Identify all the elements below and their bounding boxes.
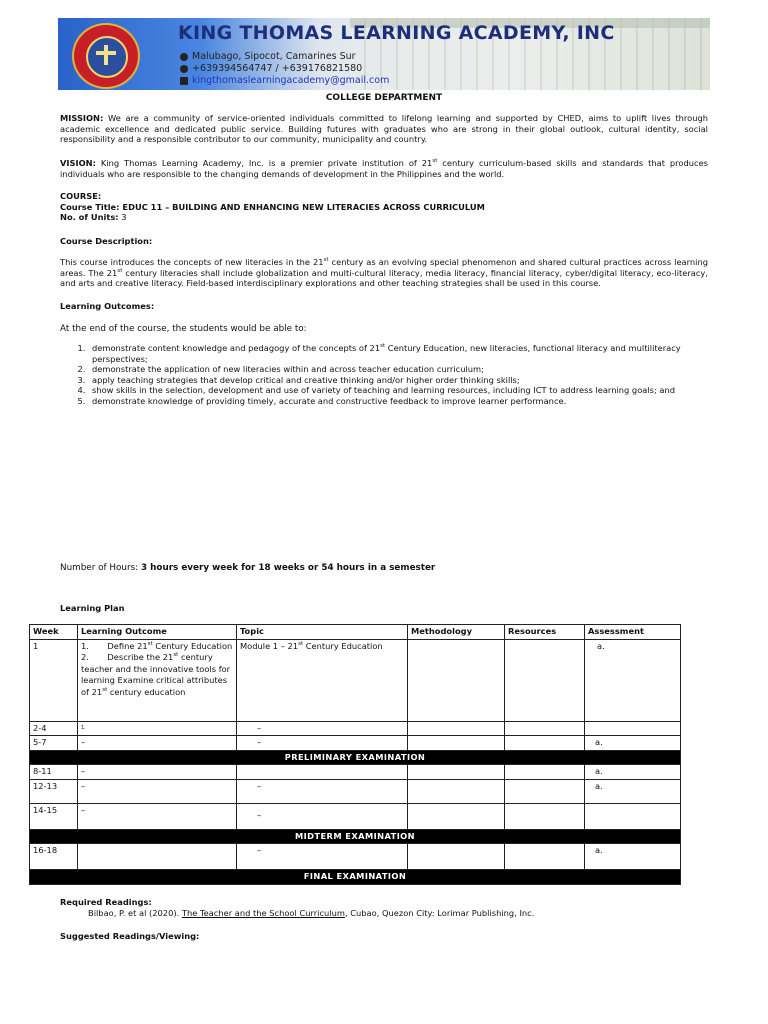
column-header: Assessment: [585, 625, 681, 640]
learning-outcome-cell: –: [78, 779, 237, 803]
location-pin-icon: [180, 53, 188, 61]
midterm-exam-bar: MIDTERM EXAMINATION: [30, 829, 681, 844]
list-item: 2. demonstrate the application of new literacies within and across teacher education curriculum;: [88, 364, 736, 375]
list-item: 1. demonstrate content knowledge and pedagogy of the concepts of 21st Century Education, new literacies, functional literacy and multiliteracy perspectives;: [88, 343, 736, 364]
email-icon: [180, 77, 188, 85]
vision-statement: VISION: King Thomas Learning Academy, Inc. is a premier private institution of 21st century curriculum-based skills and standards that produces individuals who are responsible to the changing demands of development in the Philippines and the world.: [60, 158, 708, 179]
resources-cell: [505, 639, 585, 721]
required-readings-heading: Required Readings:: [60, 897, 152, 907]
course-info: [60, 191, 708, 223]
week-cell: 12-13: [30, 779, 78, 803]
table-row: [30, 721, 681, 736]
course-heading: COURSE:: [60, 191, 102, 201]
learning-outcome-cell: –: [78, 736, 237, 751]
column-header: Learning Outcome: [78, 625, 237, 640]
learning-outcomes-heading: Learning Outcomes:: [60, 301, 155, 311]
required-reading-ref: Bilbao, P. et al (2020). The Teacher and the School Curriculum, Cubao, Quezon City: Lorimar Publishing, Inc.: [88, 908, 535, 918]
department-title: COLLEGE DEPARTMENT: [325, 93, 443, 103]
outcomes-intro: At the end of the course, the students would be able to:: [60, 324, 307, 334]
column-header: Methodology: [408, 625, 505, 640]
suggested-readings-heading: Suggested Readings/Viewing:: [60, 931, 200, 941]
phone-line: +639394564747 / +639176821580: [180, 63, 362, 74]
week-cell: 1: [30, 639, 78, 721]
topic-cell: –: [237, 803, 408, 829]
learning-outcome-cell: 1.: [78, 721, 237, 736]
course-description-heading: Course Description:: [60, 236, 153, 246]
assessment-cell: a.: [585, 736, 681, 751]
topic-cell: Module 1 – 21st Century Education: [237, 639, 408, 721]
assessment-cell: a.: [585, 779, 681, 803]
learning-outcome-cell: 1. Define 21st Century Education 2. Describe the 21st century teacher and the innovative tools for learning Examine critical attributes of 21st century education: [78, 639, 237, 721]
topic-cell: –: [237, 844, 408, 870]
number-of-hours: Number of Hours: 3 hours every week for 18 weeks or 54 hours in a semester: [60, 563, 436, 573]
assessment-cell: a.: [585, 844, 681, 870]
table-row: [30, 639, 681, 721]
list-item: 3. apply teaching strategies that develop critical and creative thinking and/or higher order thinking skills;: [88, 375, 736, 386]
topic-cell: –: [237, 779, 408, 803]
column-header: Topic: [237, 625, 408, 640]
assessment-cell: a.: [585, 765, 681, 780]
course-title: Course Title: EDUC 11 – BUILDING AND ENHANCING NEW LITERACIES ACROSS CURRICULUM: [60, 201, 485, 212]
topic-cell: –: [237, 736, 408, 751]
table-header-row: [30, 625, 681, 640]
assessment-cell: a.: [585, 639, 681, 721]
table-row: [30, 844, 681, 870]
learning-plan-table: [29, 624, 681, 885]
preliminary-exam-bar: PRELIMINARY EXAMINATION: [30, 750, 681, 765]
final-exam-bar: FINAL EXAMINATION: [30, 870, 681, 885]
table-row: [30, 765, 681, 780]
school-seal-logo: [72, 23, 140, 89]
table-row: [30, 750, 681, 765]
school-name: KING THOMAS LEARNING ACADEMY, INC: [178, 22, 615, 44]
email-line: kingthomaslearningacademy@gmail.com: [180, 75, 389, 86]
learning-outcomes-list: [60, 343, 736, 407]
week-cell: 14-15: [30, 803, 78, 829]
table-row: [30, 803, 681, 829]
list-item: 5. demonstrate knowledge of providing timely, accurate and constructive feedback to improve learner performance.: [88, 396, 736, 407]
learning-plan-heading: Learning Plan: [60, 603, 125, 613]
course-description: This course introduces the concepts of new literacies in the 21st century as an evolving special phenomenon and shared cultural practices across learning areas. The 21st century literacies shall include globalization and multi-cultural literacy, media literacy, financial literacy, cyber/digital literacy, eco-literacy, and arts and creative literacy. Field-based interdisciplinary explorations and other teaching strategies shall be used in this course.: [60, 257, 708, 289]
methodology-cell: [408, 639, 505, 721]
table-row: [30, 779, 681, 803]
week-cell: 8-11: [30, 765, 78, 780]
table-row: [30, 736, 681, 751]
phone-icon: [180, 65, 188, 73]
address-line: Malubago, Sipocot, Camarines Sur: [180, 51, 356, 62]
week-cell: 2-4: [30, 721, 78, 736]
column-header: Week: [30, 625, 78, 640]
week-cell: 16-18: [30, 844, 78, 870]
mission-statement: MISSION: We are a community of service-oriented individuals committed to lifelong learning and supported by CHED, aims to uplift lives through academic excellence and dedicated public service. Building futures with graduates who are strong in their global outlook, cultural identity, social responsibility and a responsible contributor to our community, municipality and country.: [60, 113, 708, 145]
table-row: [30, 829, 681, 844]
learning-outcome-cell: –: [78, 803, 237, 829]
column-header: Resources: [505, 625, 585, 640]
learning-outcome-cell: –: [78, 765, 237, 780]
list-item: 4. show skills in the selection, development and use of variety of teaching and learning resources, including ICT to address learning goals; and: [88, 385, 736, 396]
week-cell: 5-7: [30, 736, 78, 751]
course-units: No. of Units: 3: [60, 212, 127, 223]
table-row: [30, 870, 681, 885]
school-banner: [58, 18, 710, 90]
topic-cell: –: [237, 721, 408, 736]
